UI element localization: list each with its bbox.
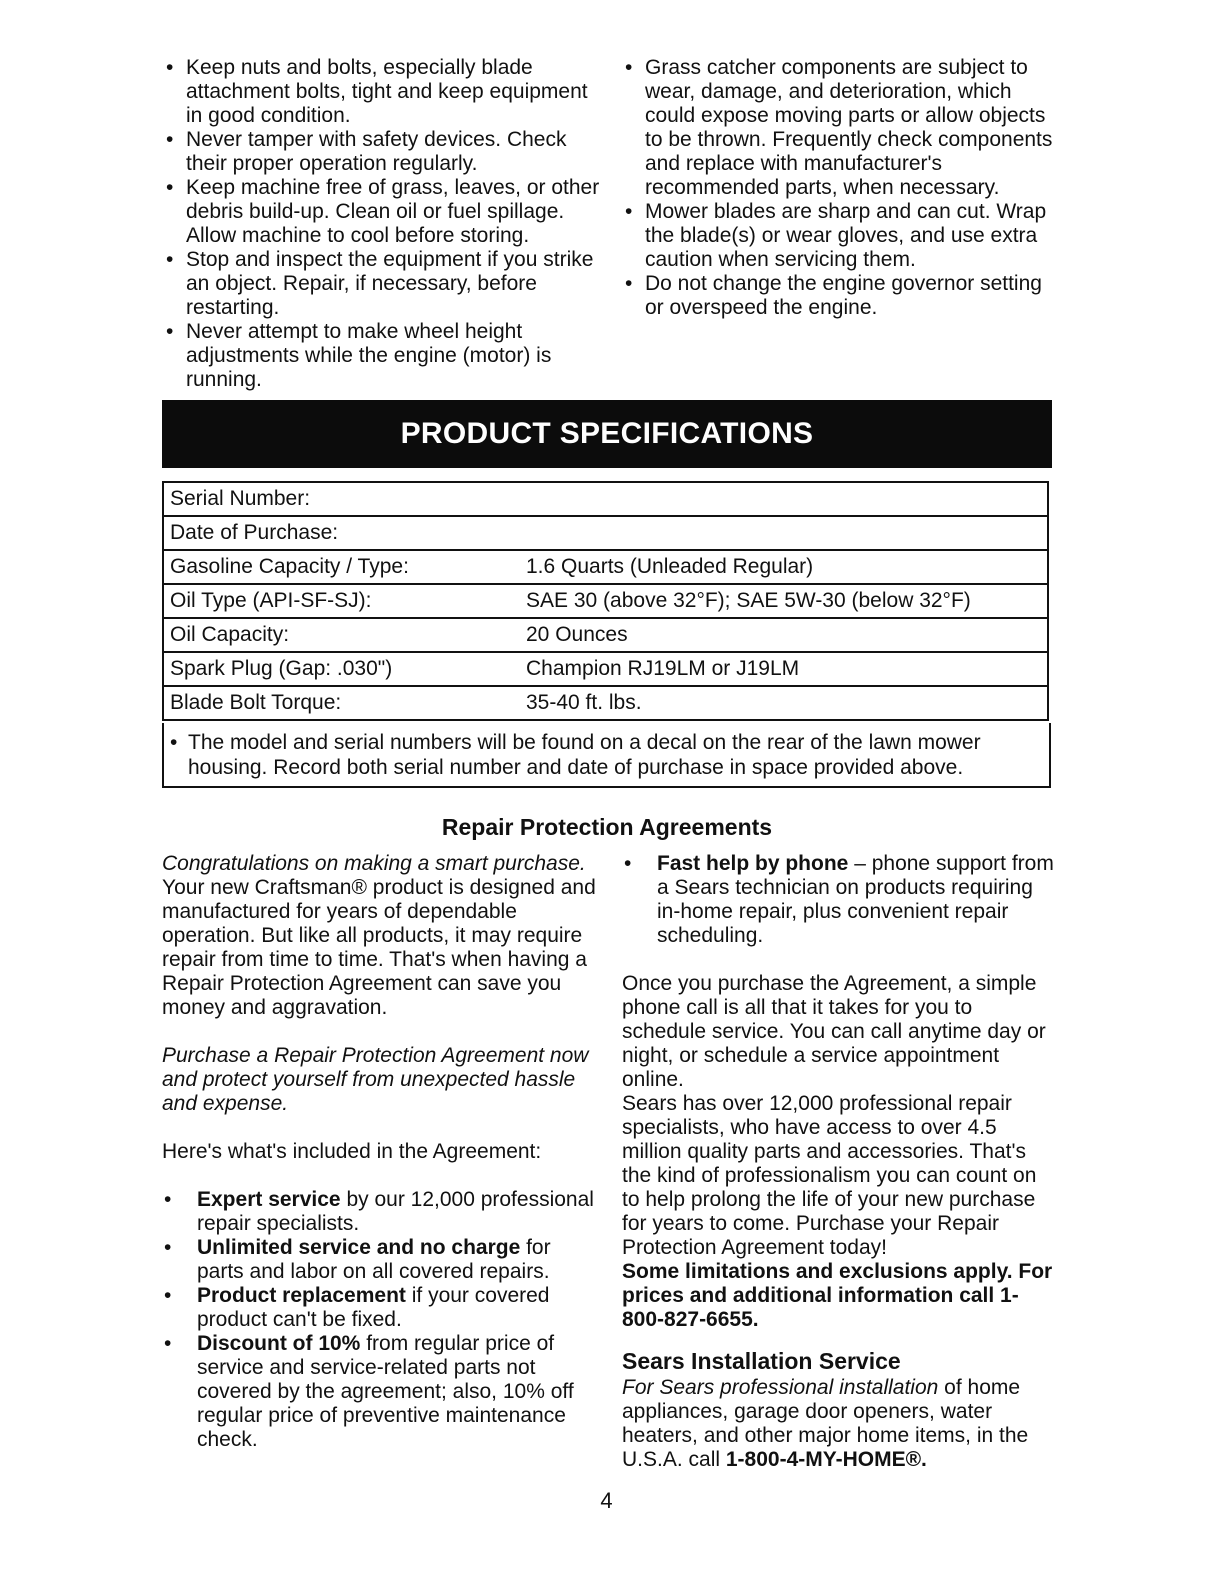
serial-number-field	[520, 482, 1048, 516]
list-item: • Unlimited service and no charge for parts and labor on all covered repairs.	[164, 1236, 551, 1283]
included-heading: Here's what's included in the Agreement:	[162, 1140, 542, 1163]
list-item: • Fast help by phone – phone support from a Sears technician on products requiring in-home repair, plus convenient repair scheduling.	[624, 852, 1054, 947]
list-item: • Keep machine free of grass, leaves, or other debris build-up. Clean oil or fuel spillage. Allow machine to cool before storing.	[166, 176, 600, 247]
specifications-table	[162, 481, 1049, 721]
list-item: • Stop and inspect the equipment if you strike an object. Repair, if necessary, before restarting.	[166, 248, 594, 319]
installation-paragraph: For Sears professional installation of home appliances, garage door openers, water heaters, and other major home items, in the U.S.A. call 1-800-4-MY-HOME®.	[622, 1376, 1029, 1471]
page-number: 4	[600, 1488, 613, 1513]
limitations-text: Some limitations and exclusions apply. For prices and additional information call 1-800-827-6655.	[622, 1260, 1053, 1331]
rpa-right-column	[622, 852, 1054, 1472]
list-item: • Discount of 10% from regular price of service and service-related parts not covered by the agreement; also, 10% off regular price of preventive maintenance check.	[164, 1332, 574, 1451]
list-item: • Never attempt to make wheel height adjustments while the engine (motor) is running.	[166, 320, 552, 391]
section-title: Repair Protection Agreements	[441, 814, 773, 840]
product-specifications-banner: PRODUCT SPECIFICATIONS	[162, 400, 1052, 468]
table-row: Date of Purchase:	[163, 516, 1048, 550]
table-row: Spark Plug (Gap: .030") Champion RJ19LM or J19LM	[163, 652, 1048, 686]
list-item: • Grass catcher components are subject to wear, damage, and deterioration, which could expose moving parts or allow objects to be thrown. Frequently check components and replace with manufacturer's recommended parts, when necessary.	[625, 56, 1053, 199]
date-of-purchase-field	[520, 516, 1048, 550]
list-item: • Product replacement if your covered product can't be fixed.	[164, 1284, 550, 1331]
list-item: • Do not change the engine governor setting or overspeed the engine.	[625, 272, 1042, 319]
safety-list-right	[623, 56, 1055, 320]
installation-title: Sears Installation Service	[622, 1348, 901, 1374]
table-row: Serial Number:	[163, 482, 1048, 516]
list-item: • Expert service by our 12,000 professional repair specialists.	[164, 1188, 594, 1235]
list-item: • Mower blades are sharp and can cut. Wrap the blade(s) or wear gloves, and use extra caution when servicing them.	[625, 200, 1047, 271]
once-paragraph: Once you purchase the Agreement, a simple phone call is all that it takes for you to schedule service. You can call anytime day or night, or schedule a service appointment online.	[622, 972, 1046, 1091]
table-row: Gasoline Capacity / Type: 1.6 Quarts (Unleaded Regular)	[163, 550, 1048, 584]
table-row: Oil Type (API-SF-SJ): SAE 30 (above 32°F); SAE 5W-30 (below 32°F)	[163, 584, 1048, 618]
purchase-paragraph: Purchase a Repair Protection Agreement now and protect yourself from unexpected hassle and expense.	[162, 1044, 589, 1115]
table-row: Oil Capacity: 20 Ounces	[163, 618, 1048, 652]
intro-paragraph: Congratulations on making a smart purchase. Your new Craftsman® product is designed and manufactured for years of dependable operation. But like all products, it may require repair from time to time. That's when having a Repair Protection Agreement can save you money and aggravation.	[162, 852, 596, 1019]
list-item: • Keep nuts and bolts, especially blade attachment bolts, tight and keep equipment in good condition.	[166, 56, 588, 127]
sears-paragraph: Sears has over 12,000 professional repair specialists, who have access to over 4.5 million quality parts and accessories. That's the kind of professionalism you can count on to help prolong the life of your new purchase for years to come. Purchase your Repair Protection Agreement today!	[622, 1092, 1037, 1259]
safety-list-left	[164, 56, 600, 392]
list-item: • Never tamper with safety devices. Check their proper operation regularly.	[166, 128, 567, 175]
rpa-left-column	[162, 852, 600, 1452]
serial-number-note: • The model and serial numbers will be found on a decal on the rear of the lawn mower housing. Record both serial number and date of purchase in space provided above.	[162, 723, 1051, 788]
table-row: Blade Bolt Torque: 35-40 ft. lbs.	[163, 686, 1048, 720]
